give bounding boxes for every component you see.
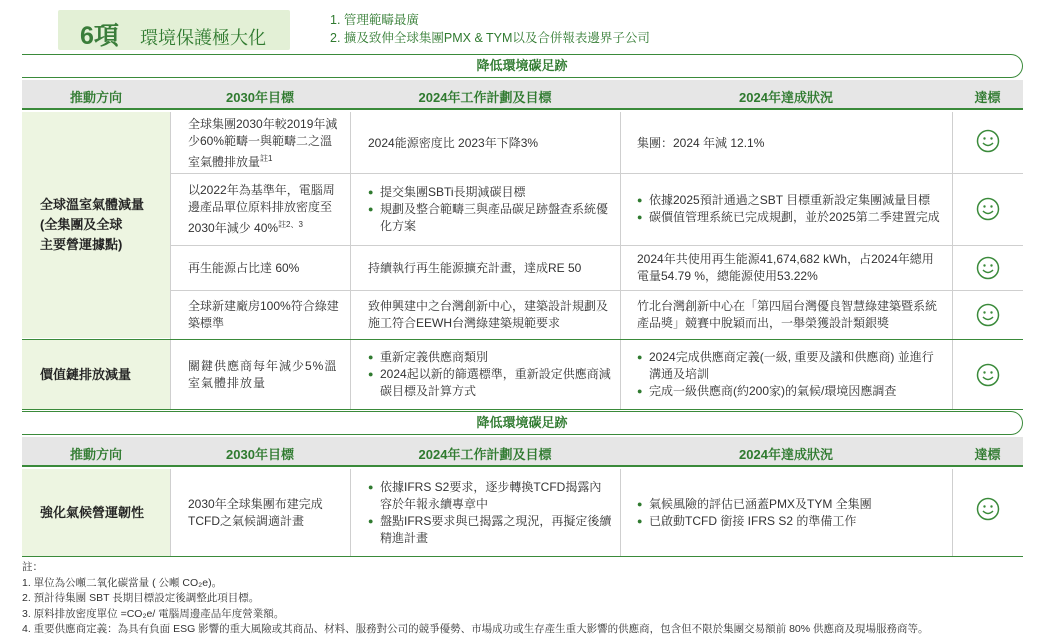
direction-value-chain: 價值鏈排放減量 [22, 340, 170, 410]
value-chain-plan-item: ● 2024起以新的篩選標準，重新設定供應商減碳目標及計算方式 [368, 366, 612, 400]
divider [350, 112, 351, 410]
section-number: 6項 [80, 22, 119, 50]
divider [620, 112, 621, 410]
divider [22, 409, 1023, 410]
section-title: 環境保護極大化 [140, 28, 266, 48]
row2-plan [368, 175, 612, 243]
row1-target [188, 114, 344, 172]
smiley-icon [976, 497, 1000, 521]
col-status-2024: 2024年達成狀況 [739, 90, 833, 105]
section1-column-header [22, 80, 1023, 110]
section2-column-header [22, 437, 1023, 467]
row2-status [637, 175, 942, 243]
header-note-2: 2. 擴及致伸全球集團PMX & TYM以及合併報表邊界子公司 [330, 31, 650, 45]
climate-plan-item: ● 依據IFRS S2要求，逐步轉換TCFD揭露內容於年報永續專章中 [368, 479, 612, 513]
direction-ghg-line3: 主要營運據點) [40, 237, 123, 252]
col-direction: 推動方向 [69, 447, 122, 462]
col-achieved: 達標 [974, 447, 1001, 462]
row3-plan: 持續執行再生能源擴充計畫，達成RE 50 [368, 260, 582, 275]
value-chain-plan [368, 341, 612, 408]
direction-ghg-reduction [22, 112, 170, 338]
divider [620, 469, 621, 556]
header-note-1: 1. 管理範疇最廣 [330, 13, 419, 27]
col-target-2030: 2030年目標 [226, 90, 294, 105]
section2-band-title: 降低環境碳足跡 [22, 411, 1023, 435]
row3-status: 2024年共使用再生能源41,674,682 kWh，占2024年總用電量54.79 %，總能源使用53.22% [637, 252, 934, 283]
value-chain-status-item: ● 完成一級供應商(約200家)的氣候/環境因應調查 [637, 383, 942, 400]
footnotes [22, 560, 929, 638]
row2-target-note: 註2、3 [278, 219, 303, 229]
col-target-2030: 2030年目標 [226, 447, 294, 462]
row4-status: 竹北台灣創新中心在「第四屆台灣優良智慧綠建築暨系統產品獎」競賽中脫穎而出，一舉榮獲設計類銀獎 [637, 299, 938, 330]
climate-status [637, 471, 942, 554]
col-plan-2024: 2024年工作計劃及目標 [418, 447, 552, 462]
direction-ghg-line1: 全球溫室氣體減量 [40, 197, 145, 212]
row1-target-text: 全球集團2030年較2019年減少60%範疇一與範疇二之溫室氣體排放量 [188, 116, 338, 169]
row4-plan: 致伸興建中之台灣創新中心，建築設計規劃及施工符合EEWH台灣綠建築規範要求 [368, 299, 609, 330]
value-chain-target: 關鍵供應商每年減少5%溫室氣體排放量 [188, 358, 338, 390]
row1-status: 集團：2024 年減 12.1% [637, 135, 765, 150]
row2-target-text: 以2022年為基準年，電腦周邊產品單位原料排放密度至2030年減少 40% [188, 182, 335, 235]
value-chain-plan-item: ● 重新定義供應商類別 [368, 349, 612, 366]
section1-band-title: 降低環境碳足跡 [22, 54, 1023, 78]
divider [170, 245, 1023, 246]
divider [22, 339, 1023, 340]
row2-status-item: ● 碳價值管理系統已完成規劃，並於2025第二季建置完成 [637, 209, 942, 226]
col-achieved: 達標 [974, 90, 1001, 105]
col-status-2024: 2024年達成狀況 [739, 447, 833, 462]
divider [170, 112, 171, 410]
direction-ghg-line2: (全集團及全球 [40, 217, 123, 232]
divider [350, 469, 351, 556]
divider [22, 556, 1023, 557]
climate-plan-item: ● 盤點IFRS要求與已揭露之現況，再擬定後續精進計畫 [368, 513, 612, 547]
row1-target-note: 註1 [260, 153, 273, 163]
smiley-icon [976, 129, 1000, 153]
smiley-icon [976, 303, 1000, 327]
value-chain-status-item: ● 2024完成供應商定義(一級, 重要及議和供應商) 並進行溝通及培訓 [637, 349, 942, 383]
row2-status-item: ● 依據2025預計通過之SBT 目標重新設定集團減量目標 [637, 192, 942, 209]
direction-climate-resilience: 強化氣候營運韌性 [22, 469, 170, 556]
smiley-icon [976, 363, 1000, 387]
footnote: 4. 重要供應商定義：為具有負面 ESG 影響的重大風險或其商品、材料、服務對公司的競爭優勢、市場成功或生存產生重大影響的供應商，包含但不限於集團交易額前 80% 供應商及現場服務商等。 [22, 623, 929, 635]
header-notes [330, 11, 650, 47]
col-plan-2024: 2024年工作計劃及目標 [418, 90, 552, 105]
divider [952, 112, 953, 410]
divider [170, 290, 1023, 291]
footnotes-title: 註： [22, 561, 43, 573]
climate-target: 2030年全球集團布建完成TCFD之氣候調適計畫 [188, 496, 323, 528]
value-chain-status [637, 341, 942, 408]
divider [170, 173, 1023, 174]
row2-plan-item: ● 提交集團SBTi長期減碳目標 [368, 184, 612, 201]
row1-plan: 2024能源密度比 2023年下降3% [368, 135, 539, 150]
climate-status-item: ● 已啟動TCFD 銜接 IFRS S2 的準備工作 [637, 513, 942, 530]
footnote: 1. 單位為公噸二氧化碳當量 ( 公噸 CO₂e)。 [22, 576, 223, 589]
row4-target: 全球新建廠房100%符合綠建築標準 [188, 299, 339, 330]
row2-plan-item: ● 規劃及整合範疇三與產品碳足跡盤查系統優化方案 [368, 201, 612, 235]
smiley-icon [976, 197, 1000, 221]
row2-target [188, 175, 344, 243]
climate-plan [368, 471, 612, 554]
smiley-icon [976, 256, 1000, 280]
footnote: 2. 預計待集團 SBT 長期目標設定後調整此項目標。 [22, 592, 260, 604]
row3-target: 再生能源占比達 60% [188, 260, 300, 275]
climate-status-item: ● 氣候風險的評估已涵蓋PMX及TYM 全集團 [637, 496, 942, 513]
divider [170, 469, 171, 556]
footnote: 3. 原料排放密度單位 =CO₂e/ 電腦周邊產品年度營業額。 [22, 607, 285, 620]
col-direction: 推動方向 [69, 90, 122, 105]
divider [952, 469, 953, 556]
